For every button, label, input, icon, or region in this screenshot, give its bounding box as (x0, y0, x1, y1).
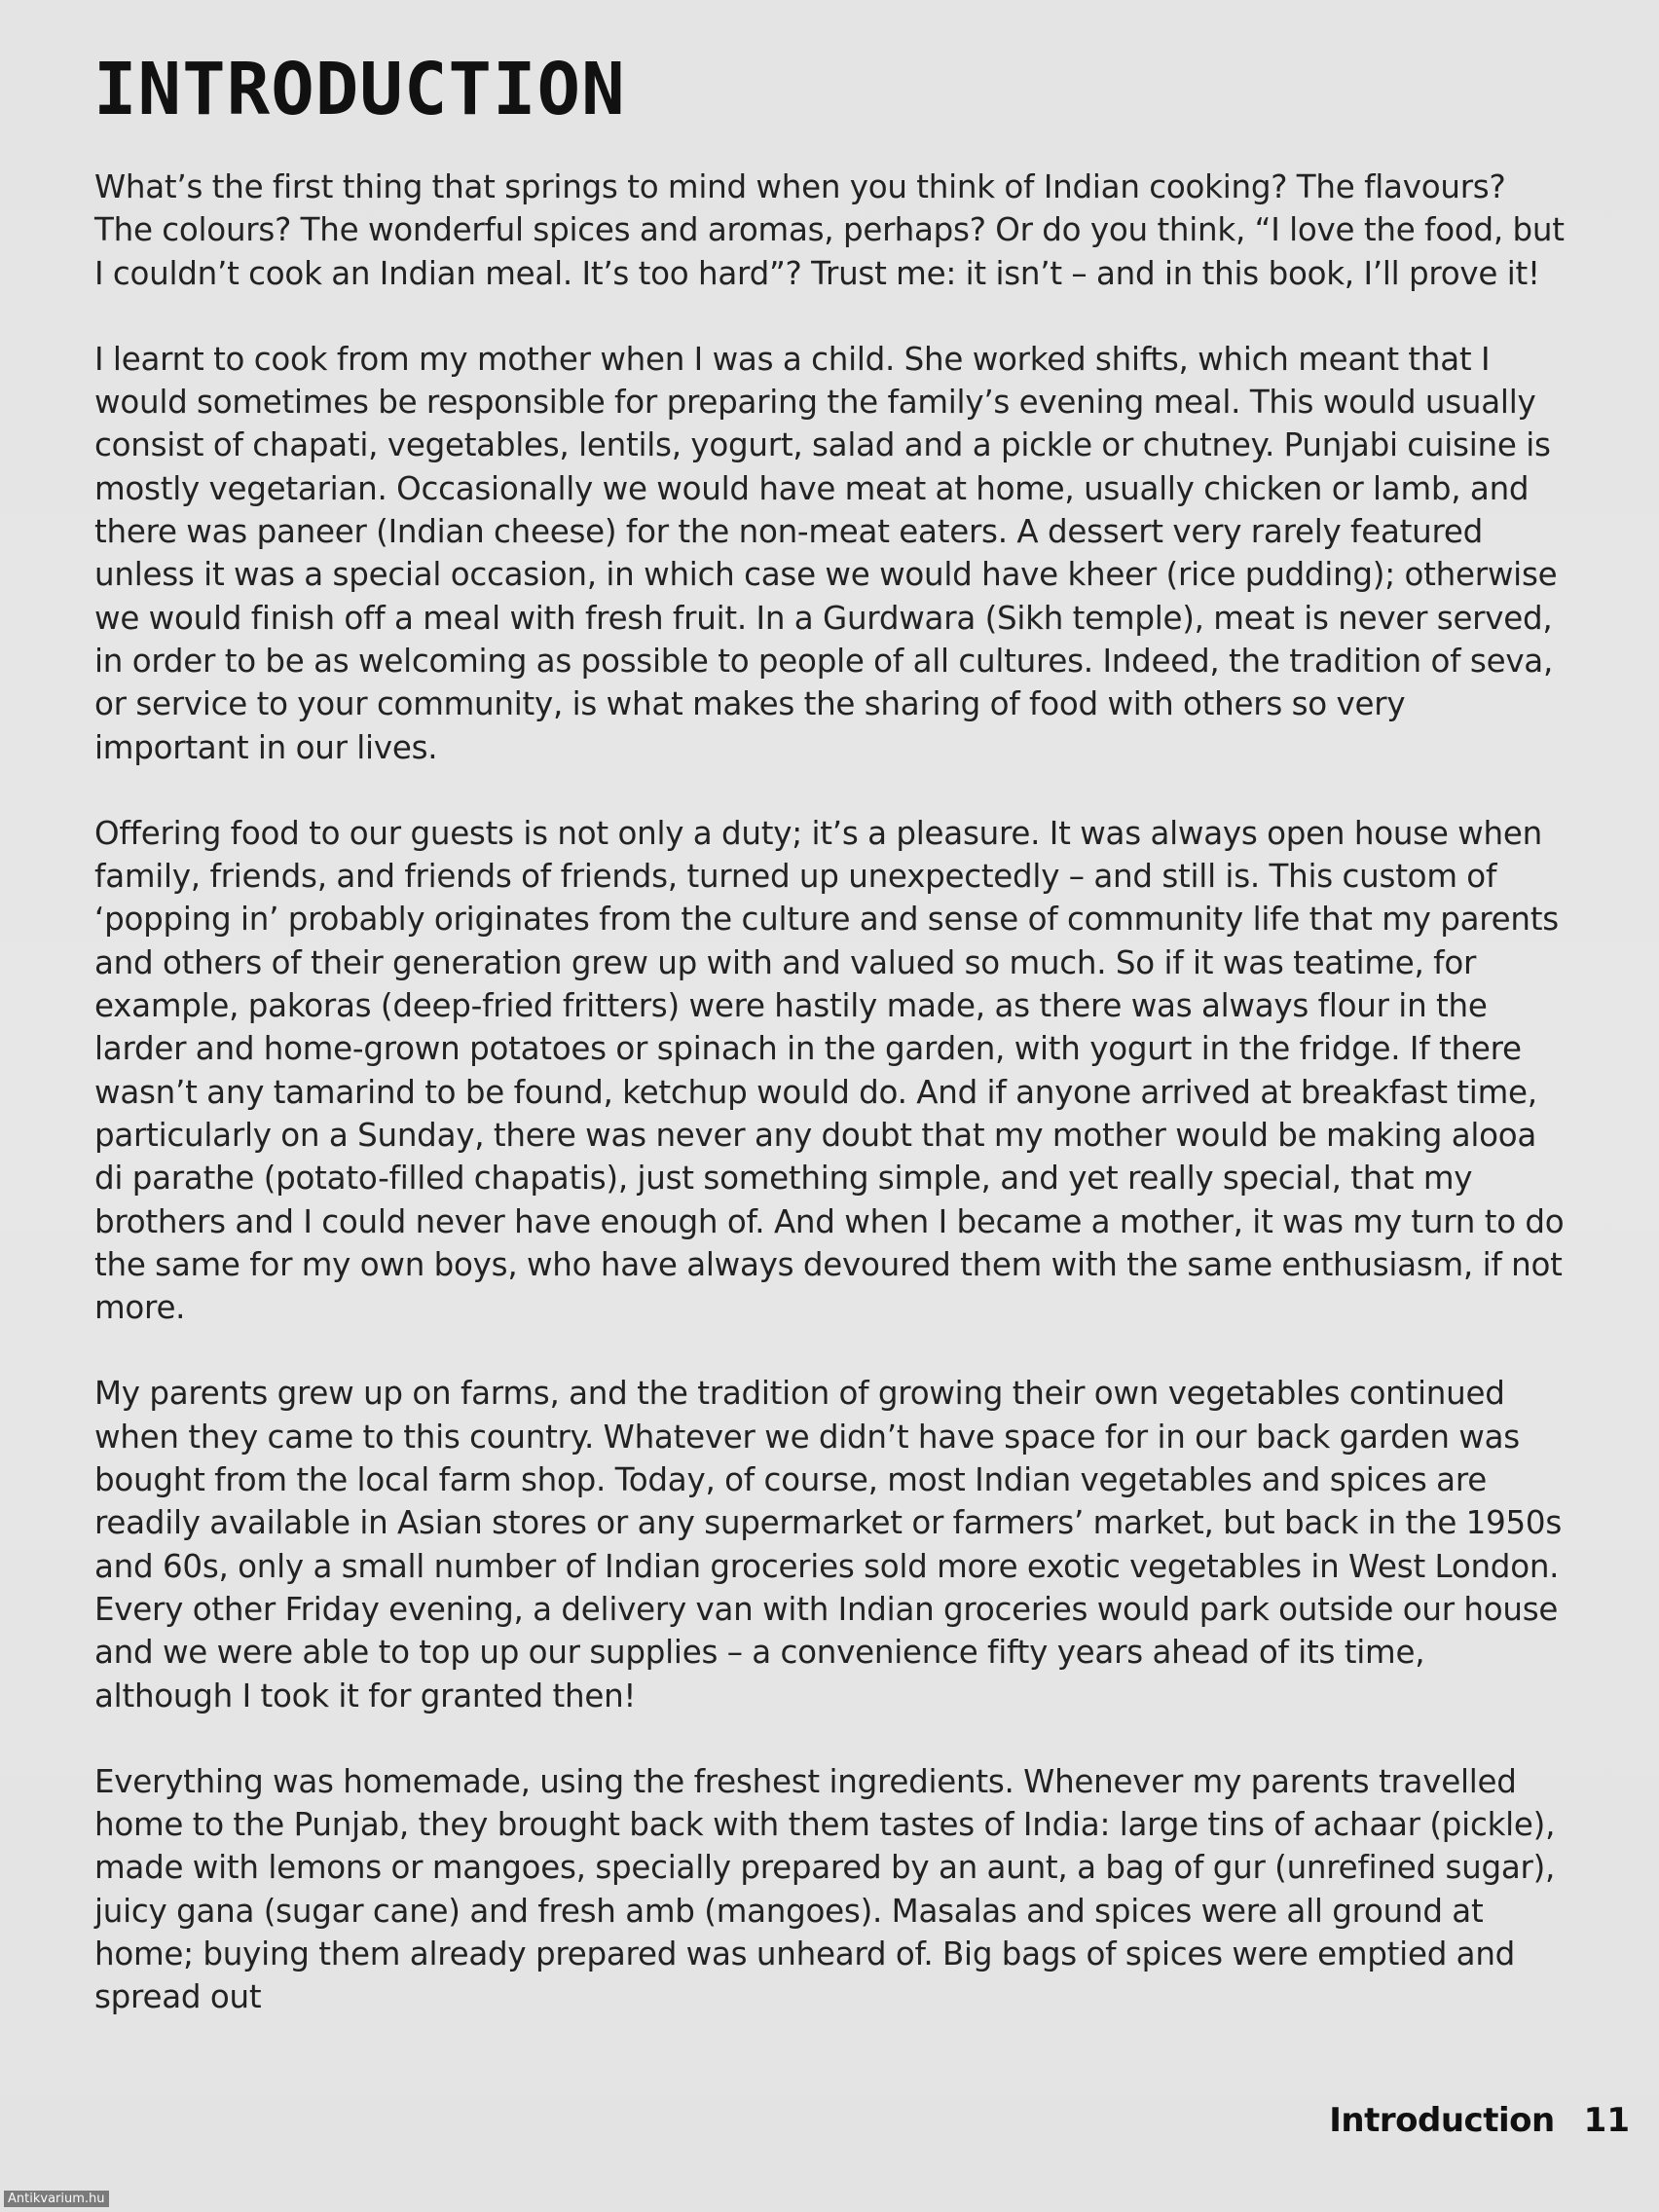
paragraph-1: What’s the first thing that springs to mind when you think of Indian cooking? The flavours? The colours? The wonderful spices and aromas, perhaps? Or do you think, “I love the food, but I couldn’t cook an Indian meal. It’s too hard”? Trust me: it isn’t – and in this book, I’ll prove it! (94, 168, 1565, 292)
running-title: Introduction (1329, 2101, 1555, 2140)
paragraph-3: Offering food to our guests is not only a duty; it’s a pleasure. It was always open house when family, friends, and friends of friends, turned up unexpectedly – and still is. This custom of ‘popping in’ probably originates from the culture and sense of community life that my parents and others of their generation grew up with and valued so much. So if it was teatime, for example, pakoras (deep-fried fritters) were hastily made, as there was always flour in the larder and home-grown potatoes or spinach in the garden, with yogurt in the fridge. If there wasn’t any tamarind to be found, ketchup would do. And if anyone arrived at breakfast time, particularly on a Sunday, there was never any doubt that my mother would be making alooa di parathe (potato-filled chapatis), just something simple, and yet really special, that my brothers and I could never have enough of. And when I became a mother, it was my turn to do the same for my own boys, who have always devoured them with the same enthusiasm, if not more. (94, 814, 1565, 1327)
watermark: Antikvarium.hu (4, 2191, 109, 2207)
page-heading: INTRODUCTION (93, 48, 626, 131)
page-footer (1329, 2101, 1630, 2140)
paragraph-5: Everything was homemade, using the freshest ingredients. Whenever my parents travelled home to the Punjab, they brought back with them tastes of India: large tins of achaar (pickle), made with lemons or mangoes, specially prepared by an aunt, a bag of gur (unrefined sugar), juicy gana (sugar cane) and fresh amb (mangoes). Masalas and spices were all ground at home; buying them already prepared was unheard of. Big bags of spices were emptied and spread out (94, 1762, 1556, 2016)
body-text (94, 166, 1565, 2062)
paragraph-4: My parents grew up on farms, and the tradition of growing their own vegetables continued when they came to this country. Whatever we didn’t have space for in our back garden was bought from the local farm shop. Today, of course, most Indian vegetables and spices are readily available in Asian stores or any supermarket or farmers’ market, but back in the 1950s and 60s, only a small number of Indian groceries sold more exotic vegetables in West London. Every other Friday evening, a delivery van with Indian groceries would park outside our house and we were able to top up our supplies – a convenience fifty years ahead of its time, although I took it for granted then! (94, 1375, 1563, 1714)
paragraph-2: I learnt to cook from my mother when I was a child. She worked shifts, which meant that I would sometimes be responsible for preparing the family’s evening meal. This would usually consist of chapati, vegetables, lentils, yogurt, salad and a pickle or chutney. Punjabi cuisine is mostly vegetarian. Occasionally we would have meat at home, usually chicken or lamb, and there was paneer (Indian cheese) for the non-meat eaters. A dessert very rarely featured unless it was a special occasion, in which case we would have kheer (rice pudding); otherwise we would finish off a meal with fresh fruit. In a Gurdwara (Sikh temple), meat is never served, in order to be as welcoming as possible to people of all cultures. Indeed, the tradition of seva, or service to your community, is what makes the sharing of food with others so very important in our lives. (94, 340, 1558, 766)
page-number: 11 (1583, 2101, 1630, 2140)
